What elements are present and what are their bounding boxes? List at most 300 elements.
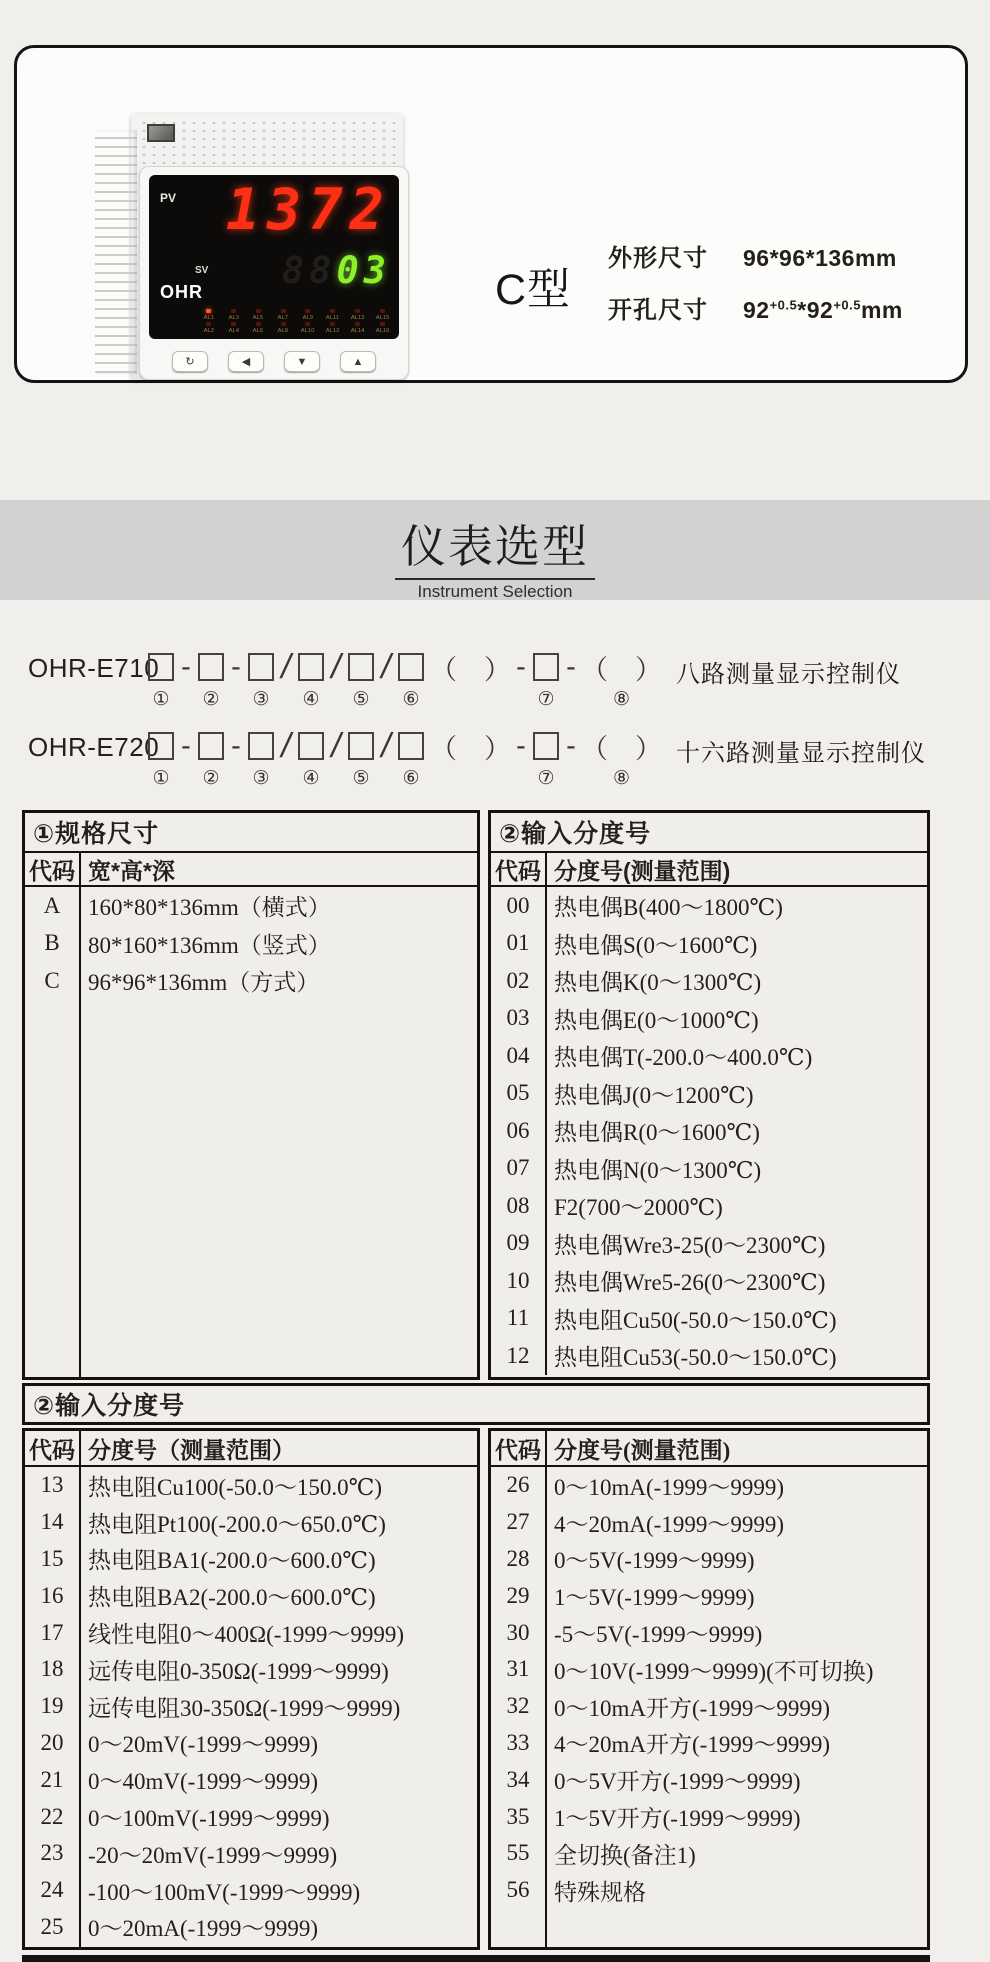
- desc-cell: 0～10mA(-1999～9999): [554, 1474, 784, 1500]
- cutout-size-row: [608, 290, 903, 325]
- alarm-led-panel: [197, 308, 394, 334]
- code-slot-symbol: /: [381, 647, 391, 686]
- desc-cell: 160*80*136mm（横式）: [88, 895, 331, 921]
- banner-title: 仪表选型: [395, 510, 595, 580]
- ordering-line-e710: [28, 646, 978, 714]
- alarm-led: [272, 322, 295, 334]
- circled-number: ⑧: [612, 768, 631, 789]
- device-button: ▼: [284, 351, 320, 372]
- code-slot: [230, 725, 242, 793]
- code-cell: 28: [491, 1541, 547, 1578]
- device-button-row: [172, 351, 376, 372]
- circled-number: ③: [252, 768, 270, 789]
- code-slot-symbol: （ ）: [581, 733, 662, 764]
- code-cell: A: [25, 887, 81, 925]
- alarm-led: [272, 309, 295, 321]
- table-row: [491, 1337, 927, 1375]
- code-slot-symbol: （ ）: [430, 654, 511, 685]
- outer-size-value: 96*96*136mm: [743, 245, 897, 271]
- led-label: AL16: [375, 327, 390, 334]
- code-cell: 10: [491, 1262, 547, 1300]
- led-label: AL15: [375, 314, 390, 321]
- table-row: [491, 1798, 927, 1835]
- code-cell: 56: [491, 1872, 547, 1909]
- code-slot: [380, 646, 392, 714]
- model-type-label: C型: [495, 266, 572, 314]
- alarm-led: [247, 309, 270, 321]
- code-slot: [531, 646, 561, 714]
- code-slot-symbol: -: [516, 729, 526, 762]
- code-slot-symbol: [198, 732, 224, 760]
- code-slot: [515, 725, 527, 793]
- table-row: [25, 1651, 477, 1688]
- led-label: AL1: [203, 314, 214, 321]
- table-header-row: [25, 1431, 477, 1467]
- code-slot-symbol: -: [181, 729, 191, 762]
- led-label: AL4: [228, 327, 239, 334]
- table-header-row: [491, 1431, 927, 1467]
- code-slot-symbol: /: [331, 647, 341, 686]
- desc-cell: 0～5V开方(-1999～9999): [554, 1769, 801, 1795]
- desc-cell: 热电偶E(0～1000℃): [554, 1007, 759, 1033]
- sv-ghost-digits: 88: [281, 249, 337, 292]
- code-cell: 35: [491, 1798, 547, 1835]
- table-row: [491, 1614, 927, 1651]
- code-slot-symbol: /: [381, 726, 391, 765]
- desc-cell: -100～100mV(-1999～9999): [88, 1879, 361, 1905]
- code-cell: 29: [491, 1577, 547, 1614]
- code-cell: 08: [491, 1187, 547, 1225]
- desc-cell: 0～40mV(-1999～9999): [88, 1769, 318, 1795]
- led-dot-icon: [330, 309, 335, 313]
- code-slot: [396, 725, 426, 793]
- column-header-desc: 宽*高*深: [88, 857, 175, 884]
- table-row: [491, 1761, 927, 1798]
- alarm-led: [321, 309, 344, 321]
- desc-cell: 热电偶K(0～1300℃): [554, 970, 762, 996]
- code-slot-symbol: [298, 653, 324, 681]
- table-header-row: [491, 853, 927, 887]
- desc-cell: 热电偶S(0～1600℃): [554, 932, 758, 958]
- desc-cell: 96*96*136mm（方式）: [88, 970, 320, 996]
- code-cell: 13: [25, 1467, 81, 1504]
- code-cell: 23: [25, 1835, 81, 1872]
- code-cell: 34: [491, 1761, 547, 1798]
- table-title: ②输入分度号: [491, 813, 927, 853]
- code-slot: [230, 646, 242, 714]
- alarm-led: [346, 309, 369, 321]
- table-row: [491, 1541, 927, 1578]
- code-slot-symbol: -: [516, 650, 526, 683]
- device-front-panel: [139, 166, 409, 380]
- alarm-led-row: [197, 309, 394, 321]
- code-slot: [180, 646, 192, 714]
- circled-number: ④: [302, 689, 320, 710]
- spec-table-section: [22, 810, 930, 1380]
- led-label: AL12: [325, 327, 340, 334]
- led-label: AL14: [350, 327, 365, 334]
- circled-number: ④: [302, 768, 320, 789]
- code-cell: 55: [491, 1835, 547, 1872]
- desc-cell: 0～10mA开方(-1999～9999): [554, 1695, 830, 1721]
- desc-cell: 0～10V(-1999～9999)(不可切换): [554, 1658, 874, 1684]
- desc-cell: -5～5V(-1999～9999): [554, 1622, 763, 1648]
- device-side-label: [95, 130, 137, 374]
- table-row: [491, 1300, 927, 1338]
- circled-number: ②: [202, 689, 220, 710]
- code-slot: [180, 725, 192, 793]
- table-body: [491, 1467, 927, 1909]
- led-label: AL13: [350, 314, 365, 321]
- code-cell: 15: [25, 1541, 81, 1578]
- code-cell: 12: [491, 1337, 547, 1375]
- code-slot: [565, 646, 577, 714]
- circled-number: ③: [252, 689, 270, 710]
- input-range-table-2-left: [22, 1428, 480, 1950]
- led-dot-icon: [281, 309, 286, 313]
- table-row: [491, 1037, 927, 1075]
- led-label: AL6: [252, 327, 264, 334]
- column-header-code: 代码: [25, 853, 81, 885]
- table-row: [25, 887, 477, 925]
- code-slot: [430, 646, 511, 714]
- code-cell: 20: [25, 1725, 81, 1762]
- led-label: AL7: [277, 314, 289, 321]
- table-row: [25, 1504, 477, 1541]
- code-cell: 19: [25, 1688, 81, 1725]
- table-row: [25, 1577, 477, 1614]
- code-slot: [146, 725, 176, 793]
- table-header-row: [25, 853, 477, 887]
- sv-label: SV: [195, 265, 209, 276]
- alarm-led: [247, 322, 270, 334]
- code-cell: 01: [491, 925, 547, 963]
- table-row: [25, 1835, 477, 1872]
- desc-cell: 线性电阻0～400Ω(-1999～9999): [88, 1622, 405, 1648]
- table-row: [25, 1798, 477, 1835]
- table-row: [25, 1688, 477, 1725]
- code-cell: 00: [491, 887, 547, 925]
- circled-number: ⑤: [352, 768, 370, 789]
- code-cell: 27: [491, 1504, 547, 1541]
- table-row: [25, 1614, 477, 1651]
- table-row: [25, 1761, 477, 1798]
- code-slot: [430, 725, 511, 793]
- alarm-led: [197, 309, 220, 321]
- code-cell: 17: [25, 1614, 81, 1651]
- circled-number: ⑥: [402, 689, 420, 710]
- code-slot-symbol: /: [281, 726, 291, 765]
- desc-cell: 热电偶T(-200.0～400.0℃): [554, 1045, 813, 1071]
- code-slot: [531, 725, 561, 793]
- led-dot-icon: [206, 309, 211, 313]
- code-cell: 18: [25, 1651, 81, 1688]
- outer-size-label: 外形尺寸: [608, 245, 708, 272]
- code-slot-symbol: -: [566, 729, 576, 762]
- desc-cell: 1～5V(-1999～9999): [554, 1585, 755, 1611]
- table-body: [25, 1467, 477, 1945]
- code-cell: 26: [491, 1467, 547, 1504]
- code-cell: 14: [25, 1504, 81, 1541]
- code-cell: 30: [491, 1614, 547, 1651]
- code-cell: 06: [491, 1112, 547, 1150]
- ordering-codes: [28, 646, 978, 804]
- product-card: [14, 45, 968, 383]
- table-row: [491, 1112, 927, 1150]
- table-row: [491, 1187, 927, 1225]
- code-cell: 21: [25, 1761, 81, 1798]
- dimension-specs: [608, 238, 903, 342]
- banner-subtitle: Instrument Selection: [417, 582, 573, 601]
- table-row: [491, 1688, 927, 1725]
- desc-cell: 热电偶B(400～1800℃): [554, 895, 783, 921]
- code-slot: [280, 725, 292, 793]
- table-row: [491, 1835, 927, 1872]
- code-cell: C: [25, 962, 81, 1000]
- alarm-led: [197, 322, 220, 334]
- code-slot: [146, 646, 176, 714]
- circled-number: ⑥: [402, 768, 420, 789]
- column-header-desc: 分度号(测量范围): [554, 857, 731, 884]
- alarm-led: [296, 322, 319, 334]
- circled-number: ⑤: [352, 689, 370, 710]
- table-body: [25, 887, 477, 1000]
- pv-label: PV: [160, 191, 177, 205]
- empty-rows-area: [25, 1000, 477, 1378]
- code-cell: 24: [25, 1872, 81, 1909]
- code-slot-symbol: -: [566, 650, 576, 683]
- desc-cell: 0～100mV(-1999～9999): [88, 1806, 330, 1832]
- ordering-description: 八路测量显示控制仪: [676, 661, 901, 688]
- code-slot-symbol: [298, 732, 324, 760]
- code-slot: [330, 725, 342, 793]
- code-slot: [565, 725, 577, 793]
- device-vents: [139, 119, 397, 165]
- alarm-led: [321, 322, 344, 334]
- led-dot-icon: [256, 309, 261, 313]
- code-slot: [196, 646, 226, 714]
- table-row: [25, 1872, 477, 1909]
- desc-cell: 热电偶Wre3-25(0～2300℃): [554, 1232, 826, 1258]
- code-slot-symbol: （ ）: [430, 733, 511, 764]
- code-slot-symbol: -: [231, 729, 241, 762]
- table-body: [491, 887, 927, 1375]
- alarm-led: [371, 322, 394, 334]
- code-slot-symbol: [398, 732, 424, 760]
- alarm-led: [222, 309, 245, 321]
- column-header-desc: 分度号(测量范围): [554, 1437, 731, 1463]
- table-row: [491, 1000, 927, 1038]
- table-row: [491, 887, 927, 925]
- table-row: [491, 962, 927, 1000]
- alarm-led: [296, 309, 319, 321]
- alarm-led: [346, 322, 369, 334]
- led-dot-icon: [305, 322, 310, 326]
- desc-cell: 1～5V开方(-1999～9999): [554, 1806, 801, 1832]
- column-header-code: 代码: [491, 1431, 547, 1465]
- table-row: [491, 1872, 927, 1909]
- cutout-size-label: 开孔尺寸: [608, 297, 708, 324]
- sv-value: 03: [336, 249, 391, 292]
- code-slot: [296, 646, 326, 714]
- code-slot-symbol: [348, 732, 374, 760]
- code-cell: 22: [25, 1798, 81, 1835]
- code-slot: [196, 725, 226, 793]
- code-slot-symbol: [148, 732, 174, 760]
- code-slot-symbol: /: [331, 726, 341, 765]
- code-cell: 16: [25, 1577, 81, 1614]
- led-dot-icon: [380, 309, 385, 313]
- circled-number: ⑧: [612, 689, 631, 710]
- desc-cell: 80*160*136mm（竖式）: [88, 932, 331, 958]
- led-dot-icon: [355, 322, 360, 326]
- led-label: AL3: [228, 314, 239, 321]
- code-slot: [581, 725, 662, 793]
- table-row: [491, 1262, 927, 1300]
- code-slot-symbol: [348, 653, 374, 681]
- cutout-size-value: $92^{+0.5}*92^{+0.5}mm$: [743, 297, 903, 323]
- spec-size-table: [22, 810, 480, 1380]
- desc-cell: 热电偶R(0～1600℃): [554, 1120, 760, 1146]
- code-slot: [380, 725, 392, 793]
- table-row: [25, 1541, 477, 1578]
- code-slot: [296, 725, 326, 793]
- code-cell: 09: [491, 1225, 547, 1263]
- code-slot: [515, 646, 527, 714]
- device-button: ▲: [340, 351, 376, 372]
- desc-cell: 远传电阻30-350Ω(-1999～9999): [88, 1695, 401, 1721]
- alarm-led: [371, 309, 394, 321]
- code-cell: 25: [25, 1909, 81, 1946]
- led-dot-icon: [380, 322, 385, 326]
- column-header-code: 代码: [25, 1431, 81, 1465]
- brand-logo: OHR: [160, 282, 203, 302]
- device-button: ◀: [228, 351, 264, 372]
- led-label: AL9: [302, 314, 314, 321]
- product-image: [95, 114, 411, 380]
- desc-cell: 4～20mA开方(-1999～9999): [554, 1732, 830, 1758]
- outer-size-row: [608, 238, 903, 273]
- code-slot: [280, 646, 292, 714]
- code-slot-symbol: -: [181, 650, 191, 683]
- code-slot-symbol: [398, 653, 424, 681]
- led-dot-icon: [330, 322, 335, 326]
- empty-rows-area: [491, 1909, 927, 1947]
- alarm-led-row: [197, 322, 394, 334]
- code-slot: [346, 646, 376, 714]
- code-cell: 07: [491, 1150, 547, 1188]
- desc-cell: 热电阻Cu100(-50.0～150.0℃): [88, 1474, 383, 1500]
- code-cell: 33: [491, 1725, 547, 1762]
- table-row: [25, 1467, 477, 1504]
- input-range-table-2-right: [488, 1428, 930, 1950]
- led-label: AL2: [203, 327, 214, 334]
- code-slot-symbol: [198, 653, 224, 681]
- table-row: [491, 1075, 927, 1113]
- desc-cell: 热电偶Wre5-26(0～2300℃): [554, 1270, 826, 1296]
- code-cell: 11: [491, 1300, 547, 1338]
- code-cell: 32: [491, 1688, 547, 1725]
- led-dot-icon: [355, 309, 360, 313]
- code-cell: 02: [491, 962, 547, 1000]
- code-slot-symbol: [248, 732, 274, 760]
- input-range-table-1: [488, 810, 930, 1380]
- input-range-table-2: [22, 1428, 930, 1950]
- column-header-code: 代码: [491, 853, 547, 885]
- device-terminal: [147, 124, 175, 142]
- table-row: [25, 925, 477, 963]
- desc-cell: -20～20mV(-1999～9999): [88, 1842, 338, 1868]
- circled-number: ⑦: [537, 768, 555, 789]
- device-display: [149, 175, 399, 339]
- table-row: [491, 1467, 927, 1504]
- desc-cell: 特殊规格: [554, 1879, 646, 1905]
- code-slot: [581, 646, 662, 714]
- led-dot-icon: [305, 309, 310, 313]
- ordering-line-e720: [28, 725, 978, 793]
- led-label: AL5: [252, 314, 264, 321]
- table-row: [25, 962, 477, 1000]
- code-slot: [246, 725, 276, 793]
- desc-cell: 热电阻BA2(-200.0～600.0℃): [88, 1585, 376, 1611]
- desc-cell: 热电阻Pt100(-200.0～650.0℃): [88, 1511, 386, 1537]
- table-title: ①规格尺寸: [25, 813, 477, 853]
- led-dot-icon: [231, 309, 236, 313]
- desc-cell: 热电偶N(0～1300℃): [554, 1157, 762, 1183]
- circled-number: ①: [152, 768, 170, 789]
- sv-readout: [282, 249, 391, 292]
- desc-cell: 热电阻Cu50(-50.0～150.0℃): [554, 1307, 837, 1333]
- desc-cell: 热电阻Cu53(-50.0～150.0℃): [554, 1345, 837, 1371]
- table-row: [491, 925, 927, 963]
- desc-cell: 4～20mA(-1999～9999): [554, 1511, 784, 1537]
- code-slot: [396, 646, 426, 714]
- code-cell: 03: [491, 1000, 547, 1038]
- ordering-description: 十六路测量显示控制仪: [676, 740, 926, 767]
- code-slot-symbol: [533, 732, 559, 760]
- desc-cell: 0～20mA(-1999～9999): [88, 1916, 318, 1942]
- code-slot-symbol: （ ）: [581, 654, 662, 685]
- model-code-label: OHR-E720: [28, 732, 160, 762]
- table-row: [491, 1577, 927, 1614]
- desc-cell: 0～5V(-1999～9999): [554, 1548, 755, 1574]
- input-range-table-2-title: ②输入分度号: [22, 1383, 930, 1425]
- table-row: [25, 1725, 477, 1762]
- alarm-led: [222, 322, 245, 334]
- section-banner: [0, 500, 990, 600]
- circled-number: ⑦: [537, 689, 555, 710]
- model-code-label: OHR-E710: [28, 653, 160, 683]
- device-button: ↻: [172, 351, 208, 372]
- led-dot-icon: [256, 322, 261, 326]
- led-label: AL11: [326, 314, 340, 321]
- next-section-top-edge: [22, 1955, 930, 1962]
- circled-number: ①: [152, 689, 170, 710]
- column-header-desc: 分度号（测量范围）: [88, 1437, 295, 1463]
- code-slots: [144, 646, 664, 714]
- led-dot-icon: [281, 322, 286, 326]
- code-slot-symbol: /: [281, 647, 291, 686]
- code-cell: 05: [491, 1075, 547, 1113]
- code-cell: 31: [491, 1651, 547, 1688]
- table-row: [491, 1725, 927, 1762]
- code-slot-symbol: [248, 653, 274, 681]
- table-row: [25, 1909, 477, 1946]
- table-row: [491, 1504, 927, 1541]
- code-slots: [144, 725, 664, 793]
- led-label: AL8: [277, 327, 289, 334]
- desc-cell: F2(700～2000℃): [554, 1195, 723, 1221]
